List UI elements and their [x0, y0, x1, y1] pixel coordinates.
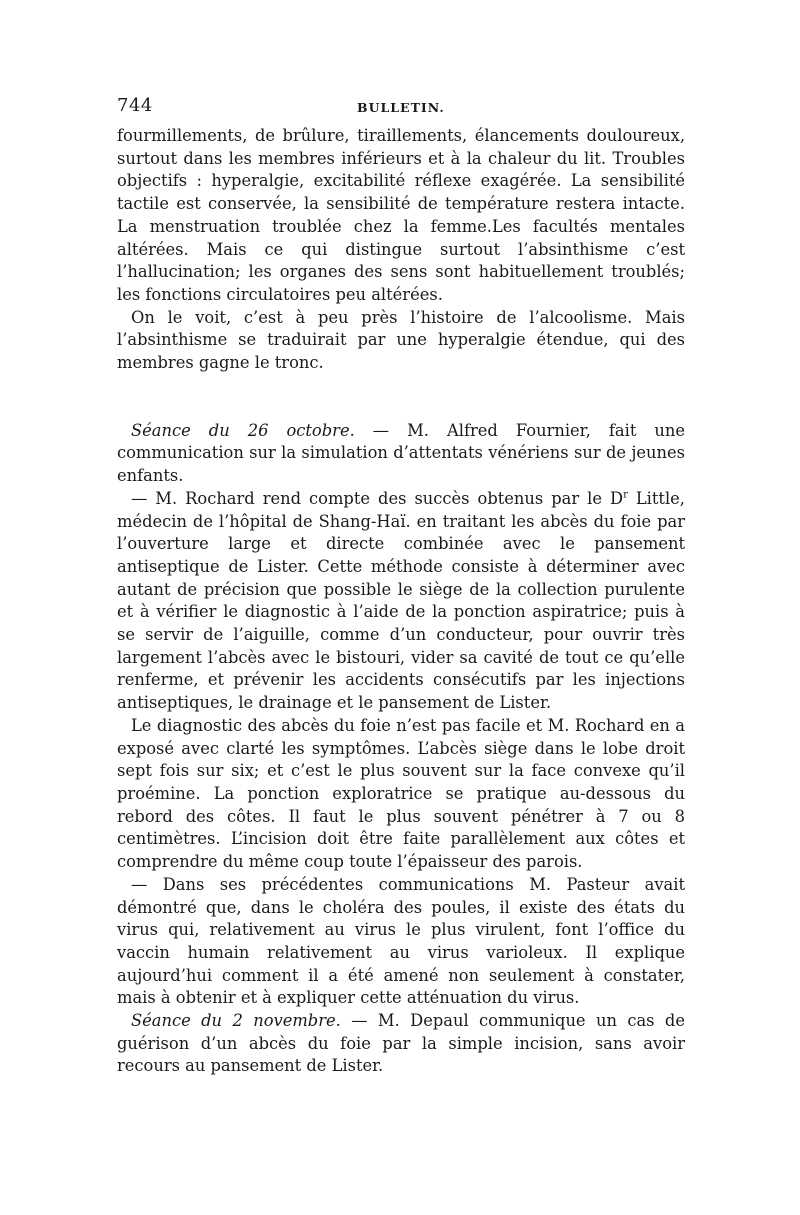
- paragraph-diagnostic: Le diagnostic des abcès du foie n’est pas facile et M. Rochard en a exposé avec clarté les symptômes. L’abcès siège dans le lobe droit sept fois sur six; et c’est le plus souvent sur la face convexe qu’il proémine. La ponction exploratrice se pratique au-dessous du rebord des côtes. Il faut le plus souvent pénétrer à 7 ou 8 centimètres. L’incision doit être faite parallèlement aux côtes et comprendre du même coup toute l’épaisseur des parois.: [117, 715, 685, 872]
- report-text-start: — M. Rochard rend compte des succès obtenus par le D: [131, 488, 624, 508]
- paragraph-absinthism-conclusion: On le voit, c’est à peu près l’histoire de l’alcoolisme. Mais l’absinthisme se traduirait par une hyperalgie étendue, qui des membres gagne le tronc.: [117, 307, 685, 373]
- session-text: — M. Depaul communique un cas de guérison d’un abcès du foie par la simple incision, sans avoir recours au pansement de Lister.: [117, 1011, 685, 1076]
- paragraph-symptoms: fourmillements, de brûlure, tiraillements, élancements douloureux, surtout dans les membres inférieurs et à la chaleur du lit. Troubles objectifs : hyperalgie, excitabilité réflexe exagérée. La sensibilité tactile est conservée, la sensibilité de température restera intacte. La menstruation troublée chez la femme.Les facultés mentales altérées. Mais ce qui distingue surtout l’absinthisme c’est l’hallucination; les organes des sens sont habituellement troublés; les fonctions circulatoires peu altérées.: [117, 126, 685, 304]
- page-header: [117, 95, 685, 125]
- running-head: BULLETIN.: [357, 100, 445, 115]
- doctor-abbrev-sup: r: [623, 489, 628, 501]
- session-date: Séance du 26 octobre.: [131, 420, 355, 440]
- paragraph-seance-2-novembre: [117, 1010, 685, 1078]
- report-text-end: Little, médecin de l’hôpital de Shang-Haï. en traitant les abcès du foie par l’ouverture large et directe combinée avec le pansement antiseptique de Lister. Cette méthode consiste à déterminer avec autant de précision que possible le siège de la collection purulente et à vérifier le diagnostic à l’aide de la ponction aspiratrice; puis à se servir de l’aiguille, comme d’un conducteur, pour ouvrir très largement l’abcès avec le bistouri, vider sa cavité de tout ce qu’elle renferme, et prévenir les accidents consécutifs par les injections antiseptiques, le drainage et le pansement de Lister.: [117, 488, 685, 713]
- section-gap: [117, 375, 685, 420]
- document-page: [117, 95, 685, 1078]
- page-number: 744: [117, 95, 153, 116]
- paragraph-seance-26-octobre: [117, 420, 685, 488]
- paragraph-rochard-report: [117, 488, 685, 715]
- paragraph-pasteur: — Dans ses précédentes communications M. Pasteur avait démontré que, dans le choléra des poules, il existe des états du virus qui, relativement au virus le plus virulent, font l’office du vaccin humain relativement au virus varioleux. Il explique aujourd’hui comment il a été amené non seulement à constater, mais à obtenir et à expliquer cette atténuation du virus.: [117, 874, 685, 1008]
- session-text: — M. Alfred Fournier, fait une communication sur la simulation d’attentats vénériens sur de jeunes enfants.: [117, 420, 686, 486]
- session-date: Séance du 2 novembre.: [131, 1011, 341, 1031]
